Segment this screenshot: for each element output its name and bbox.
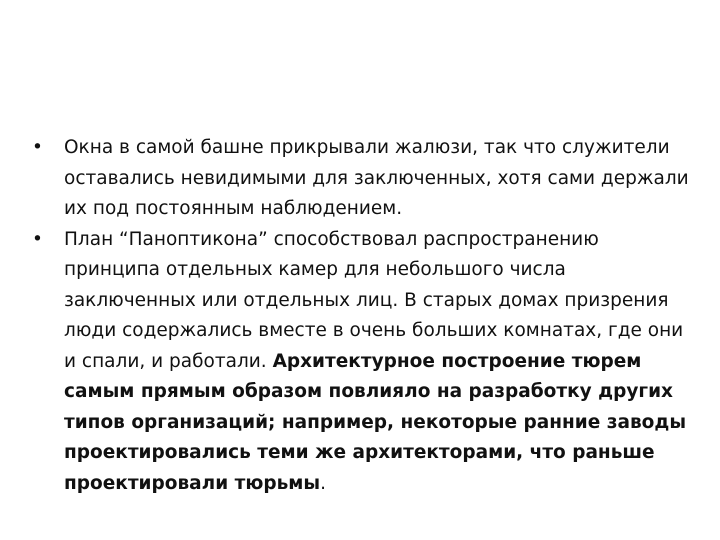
bullet-marker: • <box>32 137 43 158</box>
bullet-marker: • <box>32 228 43 250</box>
bullet-item-2 <box>32 225 692 500</box>
bullet-text: План “Паноптикона” способствовал распространению принципа отдельных камер для небольшого числа заключенных или отдельных лиц. В старых домах призрения люди содержались вместе в очень больших комнатах, где они и спали, и работали. <box>64 228 684 372</box>
bullet-item-1 <box>32 133 692 225</box>
bullet-text-end: . <box>320 472 327 494</box>
bullet-list <box>32 133 692 499</box>
bullet-text: Окна в самой башне прикрывали жалюзи, так что служители оставались невидимыми для заключенных, хотя сами держали их под постоянным наблюдением. <box>64 137 689 219</box>
bullet-text-bold: Архитектурное построение тюрем самым прямым образом повлияло на разработку других типов организаций; например, некоторые ранние заводы проектировались теми же архитекторами, что раньше проектировали тюрьмы <box>64 350 687 494</box>
